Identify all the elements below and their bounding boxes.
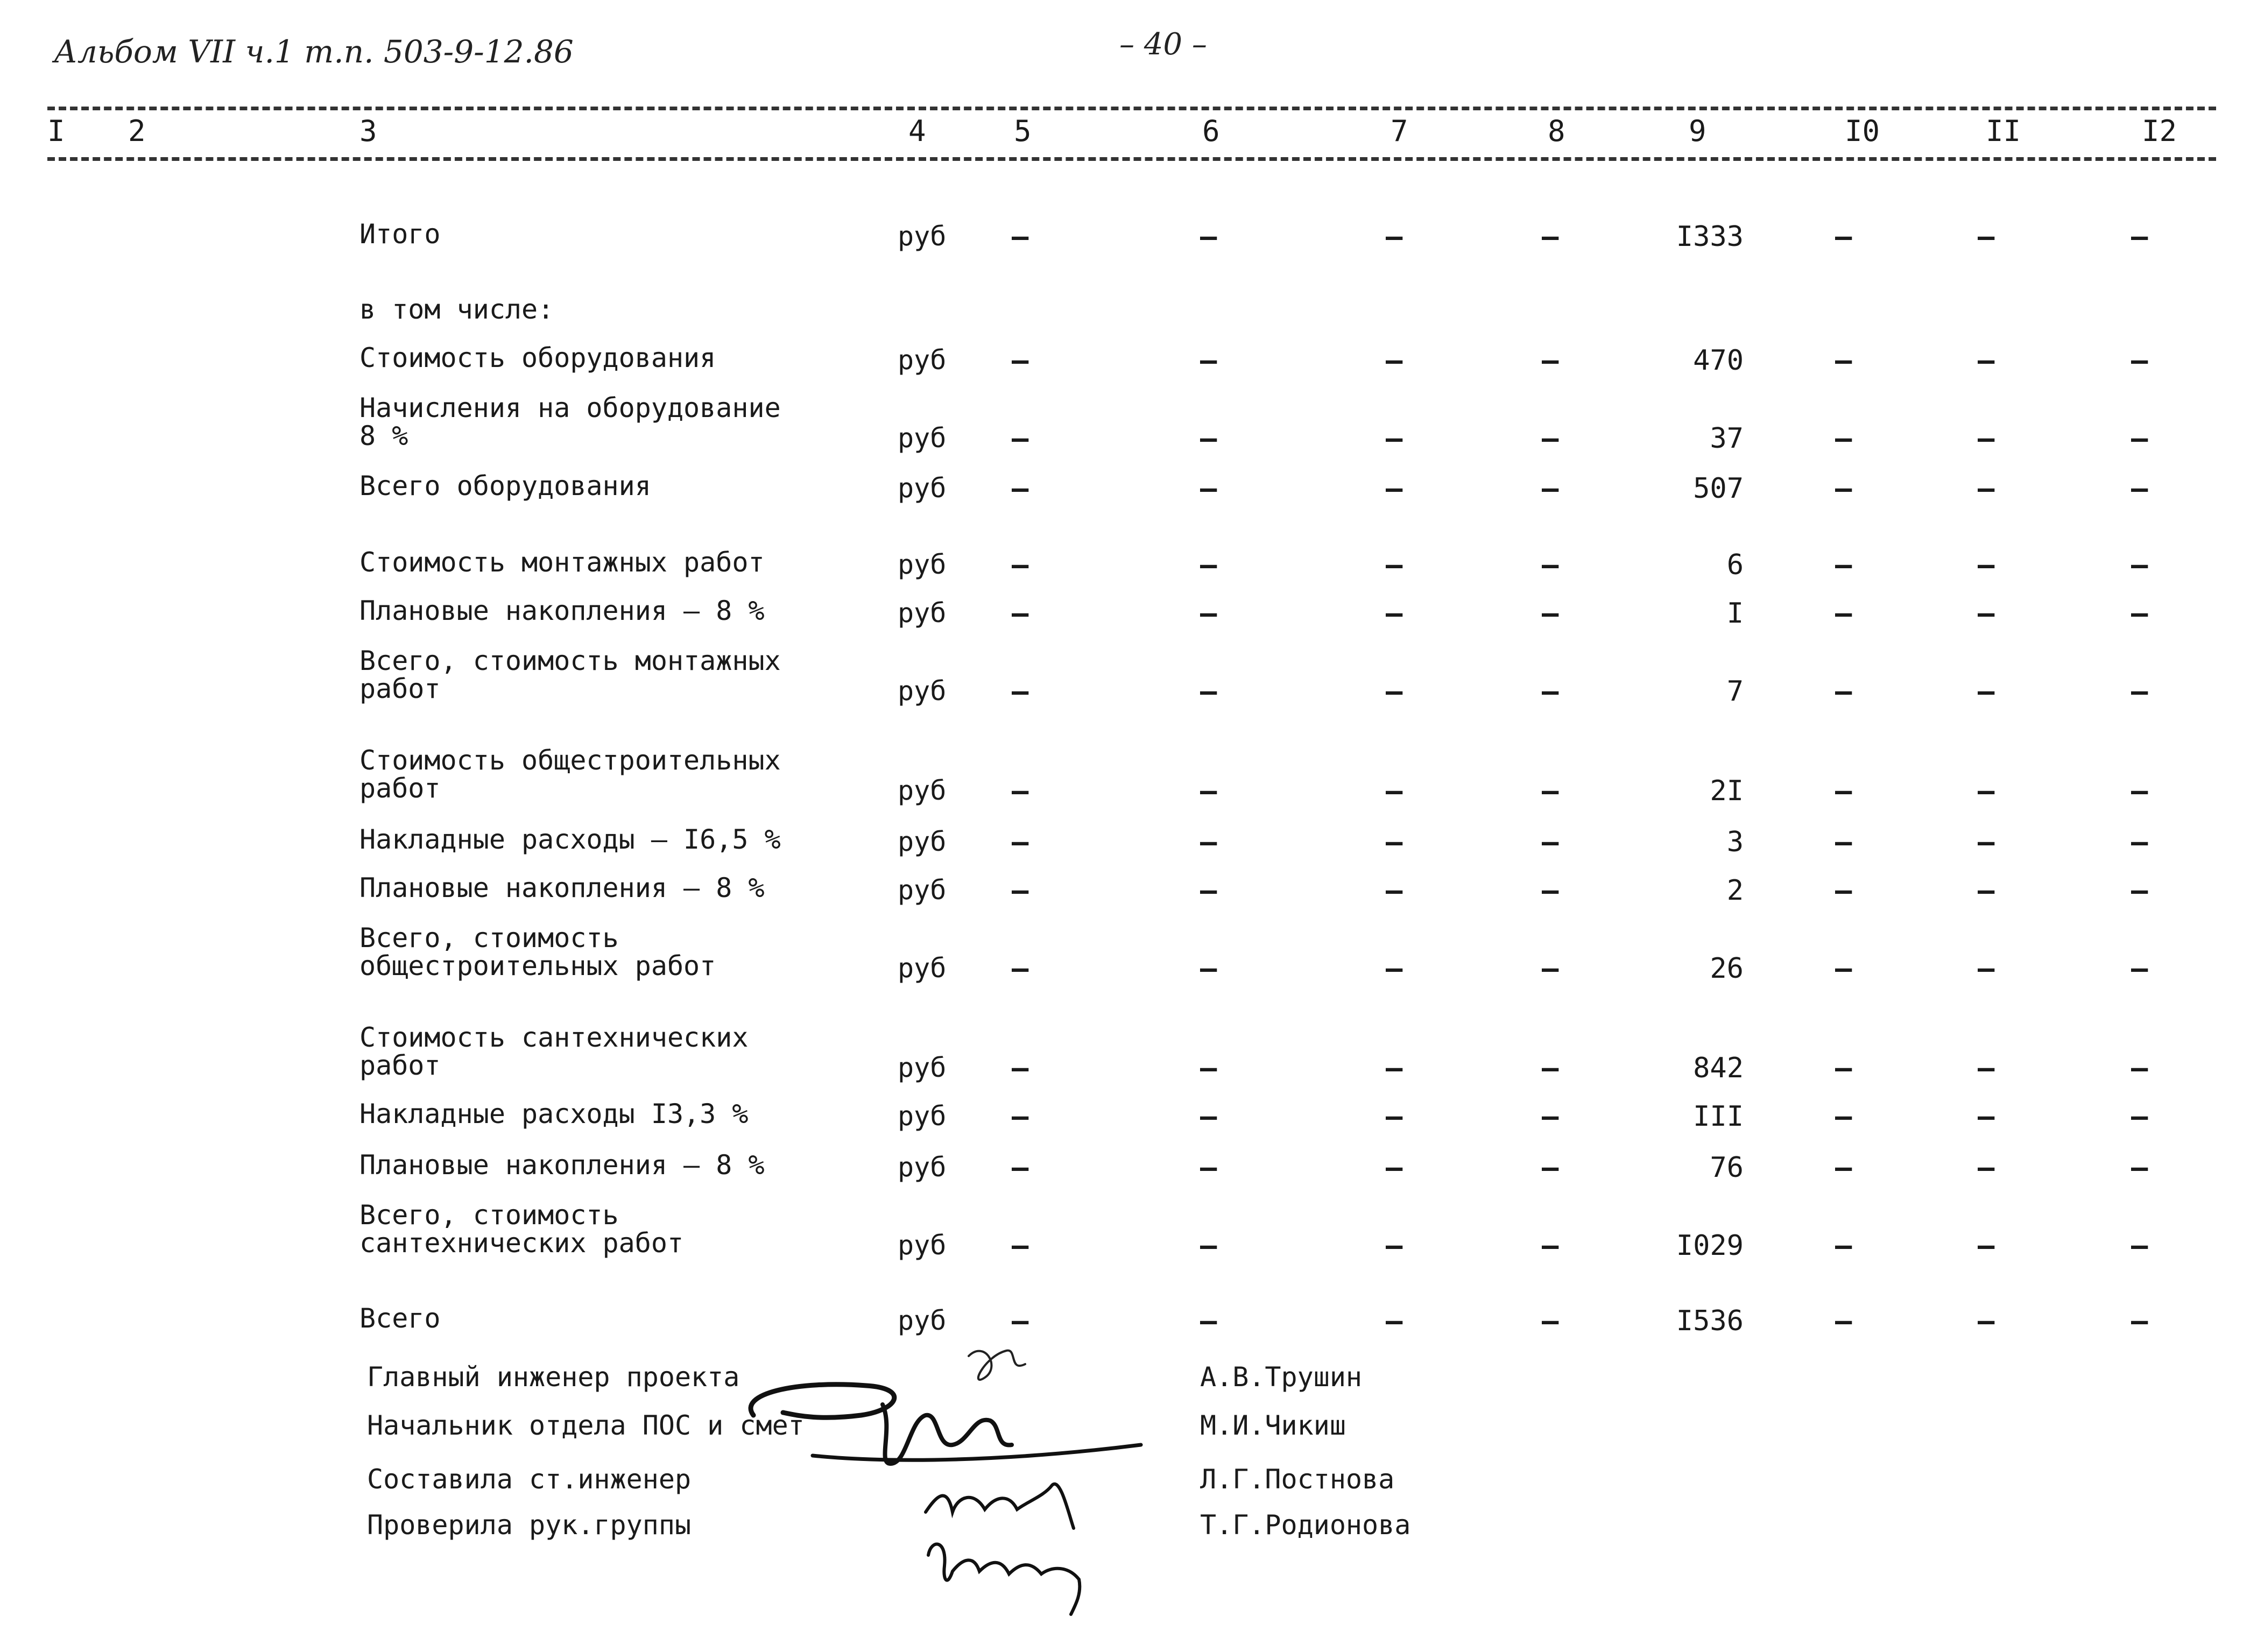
empty-cell-col5: – bbox=[1012, 221, 1029, 253]
empty-cell-col10: – bbox=[1835, 344, 1852, 377]
value-col9: 76 bbox=[1710, 1152, 1744, 1184]
empty-cell-col8: – bbox=[1542, 826, 1559, 858]
empty-cell-col7: – bbox=[1386, 675, 1403, 708]
empty-cell-col6: – bbox=[1200, 675, 1217, 708]
row-unit: руб bbox=[898, 775, 947, 806]
empty-cell-col8: – bbox=[1542, 874, 1559, 907]
empty-cell-col7: – bbox=[1386, 1100, 1403, 1133]
empty-cell-col7: – bbox=[1386, 1230, 1403, 1262]
row-unit: руб bbox=[898, 675, 947, 707]
page-number: – 40 – bbox=[1119, 27, 1207, 62]
row-unit: руб bbox=[898, 549, 947, 580]
empty-cell-col6: – bbox=[1200, 775, 1217, 807]
row-unit: руб bbox=[898, 1100, 947, 1132]
column-header-3: 3 bbox=[359, 114, 377, 148]
column-header-6: 6 bbox=[1202, 114, 1220, 148]
empty-cell-col11: – bbox=[1978, 775, 1995, 807]
empty-cell-col12: – bbox=[2131, 1100, 2148, 1133]
empty-cell-col12: – bbox=[2131, 1052, 2148, 1084]
empty-cell-col8: – bbox=[1542, 775, 1559, 807]
row-label: Всего bbox=[359, 1303, 441, 1334]
row-unit: руб bbox=[898, 826, 947, 857]
empty-cell-col11: – bbox=[1978, 1100, 1995, 1133]
signatory-name: Т.Г.Родионова bbox=[1200, 1509, 1411, 1541]
row-label: Всего, стоимость bbox=[359, 1199, 619, 1231]
empty-cell-col7: – bbox=[1386, 1305, 1403, 1337]
row-unit: руб bbox=[898, 1052, 947, 1083]
value-col9: 26 bbox=[1710, 952, 1744, 985]
value-col9: 842 bbox=[1693, 1052, 1744, 1084]
signatory-title: Составила ст.инженер bbox=[367, 1464, 692, 1495]
empty-cell-col11: – bbox=[1978, 597, 1995, 630]
empty-cell-col5: – bbox=[1012, 1100, 1029, 1133]
row-label: Плановые накопления – 8 % bbox=[359, 872, 765, 903]
empty-cell-col7: – bbox=[1386, 826, 1403, 858]
signatory-title: Главный инженер проекта bbox=[367, 1361, 740, 1393]
value-col9: 470 bbox=[1693, 344, 1744, 377]
column-header-9: 9 bbox=[1689, 114, 1706, 148]
empty-cell-col11: – bbox=[1978, 1305, 1995, 1337]
empty-cell-col11: – bbox=[1978, 1052, 1995, 1084]
empty-cell-col8: – bbox=[1542, 597, 1559, 630]
row-unit: руб bbox=[898, 422, 947, 454]
empty-cell-col12: – bbox=[2131, 597, 2148, 630]
empty-cell-col5: – bbox=[1012, 775, 1029, 807]
row-label: общестроительных работ bbox=[359, 950, 716, 982]
empty-cell-col8: – bbox=[1542, 1305, 1559, 1337]
empty-cell-col10: – bbox=[1835, 597, 1852, 630]
empty-cell-col11: – bbox=[1978, 1152, 1995, 1184]
empty-cell-col6: – bbox=[1200, 1100, 1217, 1133]
empty-cell-col6: – bbox=[1200, 221, 1217, 253]
signatory-name: Л.Г.Постнова bbox=[1200, 1464, 1395, 1495]
empty-cell-col10: – bbox=[1835, 1305, 1852, 1337]
value-col9: I536 bbox=[1676, 1305, 1744, 1337]
value-col9: 7 bbox=[1726, 675, 1744, 708]
empty-cell-col5: – bbox=[1012, 472, 1029, 505]
empty-cell-col10: – bbox=[1835, 1230, 1852, 1262]
empty-cell-col10: – bbox=[1835, 1100, 1852, 1133]
empty-cell-col5: – bbox=[1012, 874, 1029, 907]
empty-cell-col8: – bbox=[1542, 1230, 1559, 1262]
value-col9: 6 bbox=[1726, 549, 1744, 581]
empty-cell-col12: – bbox=[2131, 1305, 2148, 1337]
empty-cell-col10: – bbox=[1835, 952, 1852, 985]
empty-cell-col8: – bbox=[1542, 1100, 1559, 1133]
row-label: Начисления на оборудование bbox=[359, 392, 781, 423]
empty-cell-col6: – bbox=[1200, 422, 1217, 455]
empty-cell-col10: – bbox=[1835, 1052, 1852, 1084]
signatory-title: Проверила рук.группы bbox=[367, 1509, 692, 1541]
empty-cell-col12: – bbox=[2131, 422, 2148, 455]
signatory-name: А.В.Трушин bbox=[1200, 1361, 1363, 1393]
row-unit: руб bbox=[898, 221, 947, 252]
empty-cell-col11: – bbox=[1978, 1230, 1995, 1262]
row-label: Стоимость общестроительных bbox=[359, 745, 781, 776]
value-col9: I bbox=[1726, 597, 1744, 630]
empty-cell-col6: – bbox=[1200, 1230, 1217, 1262]
empty-cell-col5: – bbox=[1012, 1152, 1029, 1184]
row-label: сантехнических работ bbox=[359, 1227, 684, 1259]
empty-cell-col8: – bbox=[1542, 221, 1559, 253]
empty-cell-col5: – bbox=[1012, 344, 1029, 377]
empty-cell-col6: – bbox=[1200, 1052, 1217, 1084]
empty-cell-col6: – bbox=[1200, 952, 1217, 985]
album-reference: Альбом VII ч.1 т.п. 503-9-12.86 bbox=[54, 33, 574, 70]
empty-cell-col6: – bbox=[1200, 826, 1217, 858]
row-unit: руб bbox=[898, 1305, 947, 1336]
empty-cell-col8: – bbox=[1542, 952, 1559, 985]
empty-cell-col7: – bbox=[1386, 472, 1403, 505]
empty-cell-col6: – bbox=[1200, 1152, 1217, 1184]
column-header-4: 4 bbox=[908, 114, 926, 148]
row-unit: руб bbox=[898, 1152, 947, 1183]
empty-cell-col7: – bbox=[1386, 874, 1403, 907]
empty-cell-col7: – bbox=[1386, 1052, 1403, 1084]
empty-cell-col10: – bbox=[1835, 874, 1852, 907]
column-header-11: II bbox=[1986, 114, 2021, 148]
value-col9: 37 bbox=[1710, 422, 1744, 455]
row-unit: руб bbox=[898, 1230, 947, 1261]
row-unit: руб bbox=[898, 597, 947, 629]
empty-cell-col7: – bbox=[1386, 597, 1403, 630]
empty-cell-col8: – bbox=[1542, 472, 1559, 505]
empty-cell-col8: – bbox=[1542, 422, 1559, 455]
empty-cell-col12: – bbox=[2131, 221, 2148, 253]
row-label: 8 % bbox=[359, 420, 408, 451]
column-header-8: 8 bbox=[1548, 114, 1565, 148]
empty-cell-col5: – bbox=[1012, 422, 1029, 455]
row-label: в том числе: bbox=[359, 294, 554, 325]
empty-cell-col12: – bbox=[2131, 826, 2148, 858]
row-label: Стоимость монтажных работ bbox=[359, 547, 765, 578]
empty-cell-col11: – bbox=[1978, 675, 1995, 708]
empty-cell-col6: – bbox=[1200, 472, 1217, 505]
empty-cell-col11: – bbox=[1978, 874, 1995, 907]
empty-cell-col7: – bbox=[1386, 221, 1403, 253]
empty-cell-col11: – bbox=[1978, 826, 1995, 858]
row-unit: руб bbox=[898, 952, 947, 984]
row-label: Плановые накопления – 8 % bbox=[359, 595, 765, 626]
empty-cell-col5: – bbox=[1012, 597, 1029, 630]
column-header-5: 5 bbox=[1014, 114, 1032, 148]
empty-cell-col5: – bbox=[1012, 952, 1029, 985]
header-top-rule bbox=[47, 107, 2216, 110]
empty-cell-col11: – bbox=[1978, 221, 1995, 253]
row-label: Всего, стоимость bbox=[359, 922, 619, 954]
empty-cell-col12: – bbox=[2131, 549, 2148, 581]
empty-cell-col10: – bbox=[1835, 1152, 1852, 1184]
value-col9: I029 bbox=[1676, 1230, 1744, 1262]
value-col9: I333 bbox=[1676, 221, 1744, 253]
empty-cell-col7: – bbox=[1386, 952, 1403, 985]
empty-cell-col7: – bbox=[1386, 775, 1403, 807]
empty-cell-col10: – bbox=[1835, 422, 1852, 455]
empty-cell-col8: – bbox=[1542, 549, 1559, 581]
value-col9: 507 bbox=[1693, 472, 1744, 505]
row-label: Плановые накопления – 8 % bbox=[359, 1149, 765, 1181]
empty-cell-col12: – bbox=[2131, 1152, 2148, 1184]
empty-cell-col6: – bbox=[1200, 1305, 1217, 1337]
empty-cell-col5: – bbox=[1012, 1305, 1029, 1337]
empty-cell-col10: – bbox=[1835, 472, 1852, 505]
empty-cell-col12: – bbox=[2131, 874, 2148, 907]
row-unit: руб bbox=[898, 472, 947, 504]
empty-cell-col12: – bbox=[2131, 675, 2148, 708]
empty-cell-col11: – bbox=[1978, 549, 1995, 581]
row-label: Итого bbox=[359, 218, 441, 250]
row-label: Накладные расходы I3,3 % bbox=[359, 1098, 749, 1129]
empty-cell-col10: – bbox=[1835, 775, 1852, 807]
empty-cell-col7: – bbox=[1386, 549, 1403, 581]
signatory-name: М.И.Чикиш bbox=[1200, 1410, 1346, 1441]
column-header-1: I bbox=[47, 114, 65, 148]
empty-cell-col12: – bbox=[2131, 1230, 2148, 1262]
empty-cell-col10: – bbox=[1835, 826, 1852, 858]
empty-cell-col11: – bbox=[1978, 344, 1995, 377]
row-label: Стоимость сантехнических bbox=[359, 1022, 749, 1053]
row-label: работ bbox=[359, 673, 441, 704]
empty-cell-col12: – bbox=[2131, 952, 2148, 985]
row-label: Всего, стоимость монтажных bbox=[359, 645, 781, 676]
empty-cell-col8: – bbox=[1542, 344, 1559, 377]
value-col9: 2I bbox=[1710, 775, 1744, 807]
value-col9: 3 bbox=[1726, 826, 1744, 858]
empty-cell-col5: – bbox=[1012, 826, 1029, 858]
empty-cell-col8: – bbox=[1542, 675, 1559, 708]
empty-cell-col10: – bbox=[1835, 675, 1852, 708]
empty-cell-col12: – bbox=[2131, 344, 2148, 377]
empty-cell-col11: – bbox=[1978, 952, 1995, 985]
empty-cell-col10: – bbox=[1835, 221, 1852, 253]
empty-cell-col12: – bbox=[2131, 472, 2148, 505]
row-unit: руб bbox=[898, 874, 947, 906]
empty-cell-col6: – bbox=[1200, 597, 1217, 630]
column-header-12: I2 bbox=[2142, 114, 2177, 148]
row-label: Накладные расходы – I6,5 % bbox=[359, 824, 781, 855]
empty-cell-col11: – bbox=[1978, 472, 1995, 505]
empty-cell-col6: – bbox=[1200, 549, 1217, 581]
empty-cell-col5: – bbox=[1012, 1052, 1029, 1084]
empty-cell-col8: – bbox=[1542, 1152, 1559, 1184]
header-bottom-rule bbox=[47, 157, 2216, 161]
signatory-title: Начальник отдела ПОС и смет bbox=[367, 1410, 805, 1441]
empty-cell-col6: – bbox=[1200, 874, 1217, 907]
empty-cell-col5: – bbox=[1012, 549, 1029, 581]
empty-cell-col11: – bbox=[1978, 422, 1995, 455]
empty-cell-col6: – bbox=[1200, 344, 1217, 377]
column-header-10: I0 bbox=[1845, 114, 1880, 148]
row-unit: руб bbox=[898, 344, 947, 376]
column-header-7: 7 bbox=[1391, 114, 1408, 148]
row-label: работ bbox=[359, 773, 441, 804]
value-col9: III bbox=[1693, 1100, 1744, 1133]
column-header-2: 2 bbox=[128, 114, 146, 148]
empty-cell-col5: – bbox=[1012, 675, 1029, 708]
empty-cell-col12: – bbox=[2131, 775, 2148, 807]
empty-cell-col7: – bbox=[1386, 422, 1403, 455]
row-label: Всего оборудования bbox=[359, 470, 651, 502]
empty-cell-col7: – bbox=[1386, 1152, 1403, 1184]
empty-cell-col8: – bbox=[1542, 1052, 1559, 1084]
signature-scribble-postnova bbox=[915, 1464, 1141, 1625]
empty-cell-col7: – bbox=[1386, 344, 1403, 377]
empty-cell-col5: – bbox=[1012, 1230, 1029, 1262]
row-label: Стоимость оборудования bbox=[359, 342, 716, 373]
value-col9: 2 bbox=[1726, 874, 1744, 907]
empty-cell-col10: – bbox=[1835, 549, 1852, 581]
row-label: работ bbox=[359, 1050, 441, 1081]
